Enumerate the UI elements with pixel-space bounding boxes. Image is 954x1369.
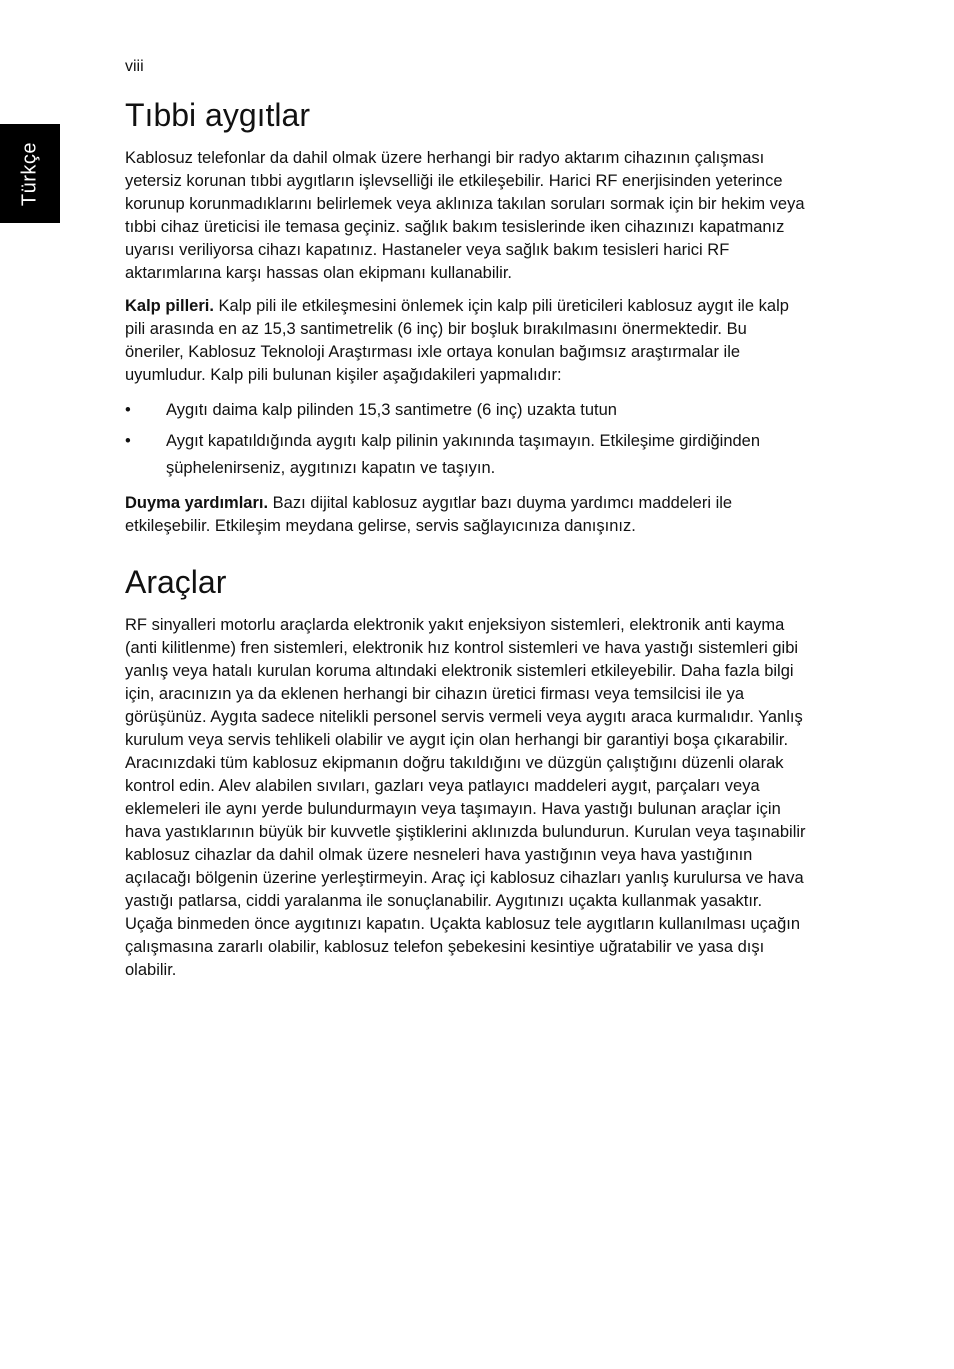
bullet-symbol: •	[125, 401, 131, 419]
list-item	[125, 397, 810, 424]
bullet-symbol: •	[125, 432, 131, 450]
pacemaker-label: Kalp pilleri.	[125, 297, 214, 315]
pacemaker-text: Kalp pili ile etkileşmesini önlemek için kalp pili üreticileri kablosuz aygıt ile kalp pili arasında en az 15,3 santimetrelik (6 inç) bir boşluk bırakılmasını önermektedir. Bu öneriler, Kablosuz Teknoloji Araştırması ixle ortaya konulan bağımsız araştırmalar ile uyumludur. Kalp pili bulunan kişiler aşağıdakileri yapmalıdır:	[125, 297, 789, 384]
language-label: Türkçe	[18, 141, 41, 206]
hearing-aids-text: Bazı dijital kablosuz aygıtlar bazı duyma yardımcı maddeleri ile etkileşebilir. Etkileşim meydana gelirse, servis sağlayıcınıza danışınız.	[125, 494, 733, 535]
list-item	[125, 428, 810, 482]
language-side-tab	[0, 124, 60, 223]
bullet-text: Aygıtı daima kalp pilinden 15,3 santimetre (6 inç) uzakta tutun	[166, 401, 617, 419]
page-content	[125, 95, 810, 992]
hearing-aids-label: Duyma yardımları.	[125, 494, 269, 512]
vehicles-body: RF sinyalleri motorlu araçlarda elektronik yakıt enjeksiyon sistemleri, elektronik anti kayma (anti kilitlenme) fren sistemleri, elektronik hız kontrol sistemleri ve hava yastığı sistemleri gibi yanlış veya hatalı kurulan koruma altındaki elektronik sistemleri etkileyebilir. Daha fazla bilgi için, aracınızın ya da eklenen herhangi bir cihazın üretici firması veya temsilcisi ile ya görüşünüz. Aygıta sadece nitelikli personel servis vermeli veya aygıtı araca kurmalıdır. Yanlış kurulum veya servis tehlikeli olabilir ve aygıt için olan herhangi bir garantiyi boşa çıkarabilir. Aracınızdaki tüm kablosuz ekipmanın doğru takıldığını ve düzgün çalıştığını düzenli olarak kontrol edin. Alev alabilen sıvıları, gazları veya patlayıcı maddeleri aygıt, parçaları veya eklemeleri ile aynı yerde bulundurmayın veya taşımayın. Hava yastığı bulunan araçlar için hava yastıklarının büyük bir kuvvetle şiştiklerini aklınızda bulundurun. Kurulan veya taşınabilir kablosuz cihazlar da dahil olmak üzere nesneleri hava yastığının veya hava yastığının açılacağı bölgenin üzerine yerleştirmeyin. Araç içi kablosuz cihazları yanlış kurulursa ve hava yastığı patlarsa, ciddi yaralanma ile sonuçlanabilir. Aygıtınızı uçakta kullanmak yasaktır. Uçağa binmeden önce aygıtınızı kapatın. Uçakta kablosuz tele aygıtların kullanılması uçağın çalışmasına zararlı olabilir, kablosuz telefon şebekesini kesintiye uğratabilir ve yasa dışı olabilir.	[125, 616, 806, 979]
page-number: viii	[125, 58, 144, 75]
medical-devices-intro: Kablosuz telefonlar da dahil olmak üzere herhangi bir radyo aktarım cihazının çalışması yetersiz korunan tıbbi aygıtların işlevselliği ile etkileşebilir. Harici RF enerjisinden yeterince korunup korunmadıklarını belirlemek veya aklınıza takılan soruları sormak için bir hekim veya tıbbi cihaz üreticisi ile temasa geçiniz. sağlık bakım tesislerinde iken cihazınızı kapatmanız uyarısı veriliyorsa cihazı kapatınız. Hastaneler veya sağlık bakım tesisleri harici RF aktarımlarına karşı hassas olan ekipmanı kullanabilir.	[125, 149, 805, 282]
section-title-vehicles: Araçlar	[125, 564, 227, 600]
pacemaker-bullet-list	[125, 397, 810, 482]
bullet-text: Aygıt kapatıldığında aygıtı kalp pilinin yakınında taşımayın. Etkileşime girdiğinden şüphelenirseniz, aygıtınızı kapatın ve taşıyın.	[166, 432, 761, 477]
hearing-aids-paragraph	[125, 492, 810, 538]
pacemaker-paragraph	[125, 295, 810, 387]
section-title-medical-devices: Tıbbi aygıtlar	[125, 97, 310, 133]
